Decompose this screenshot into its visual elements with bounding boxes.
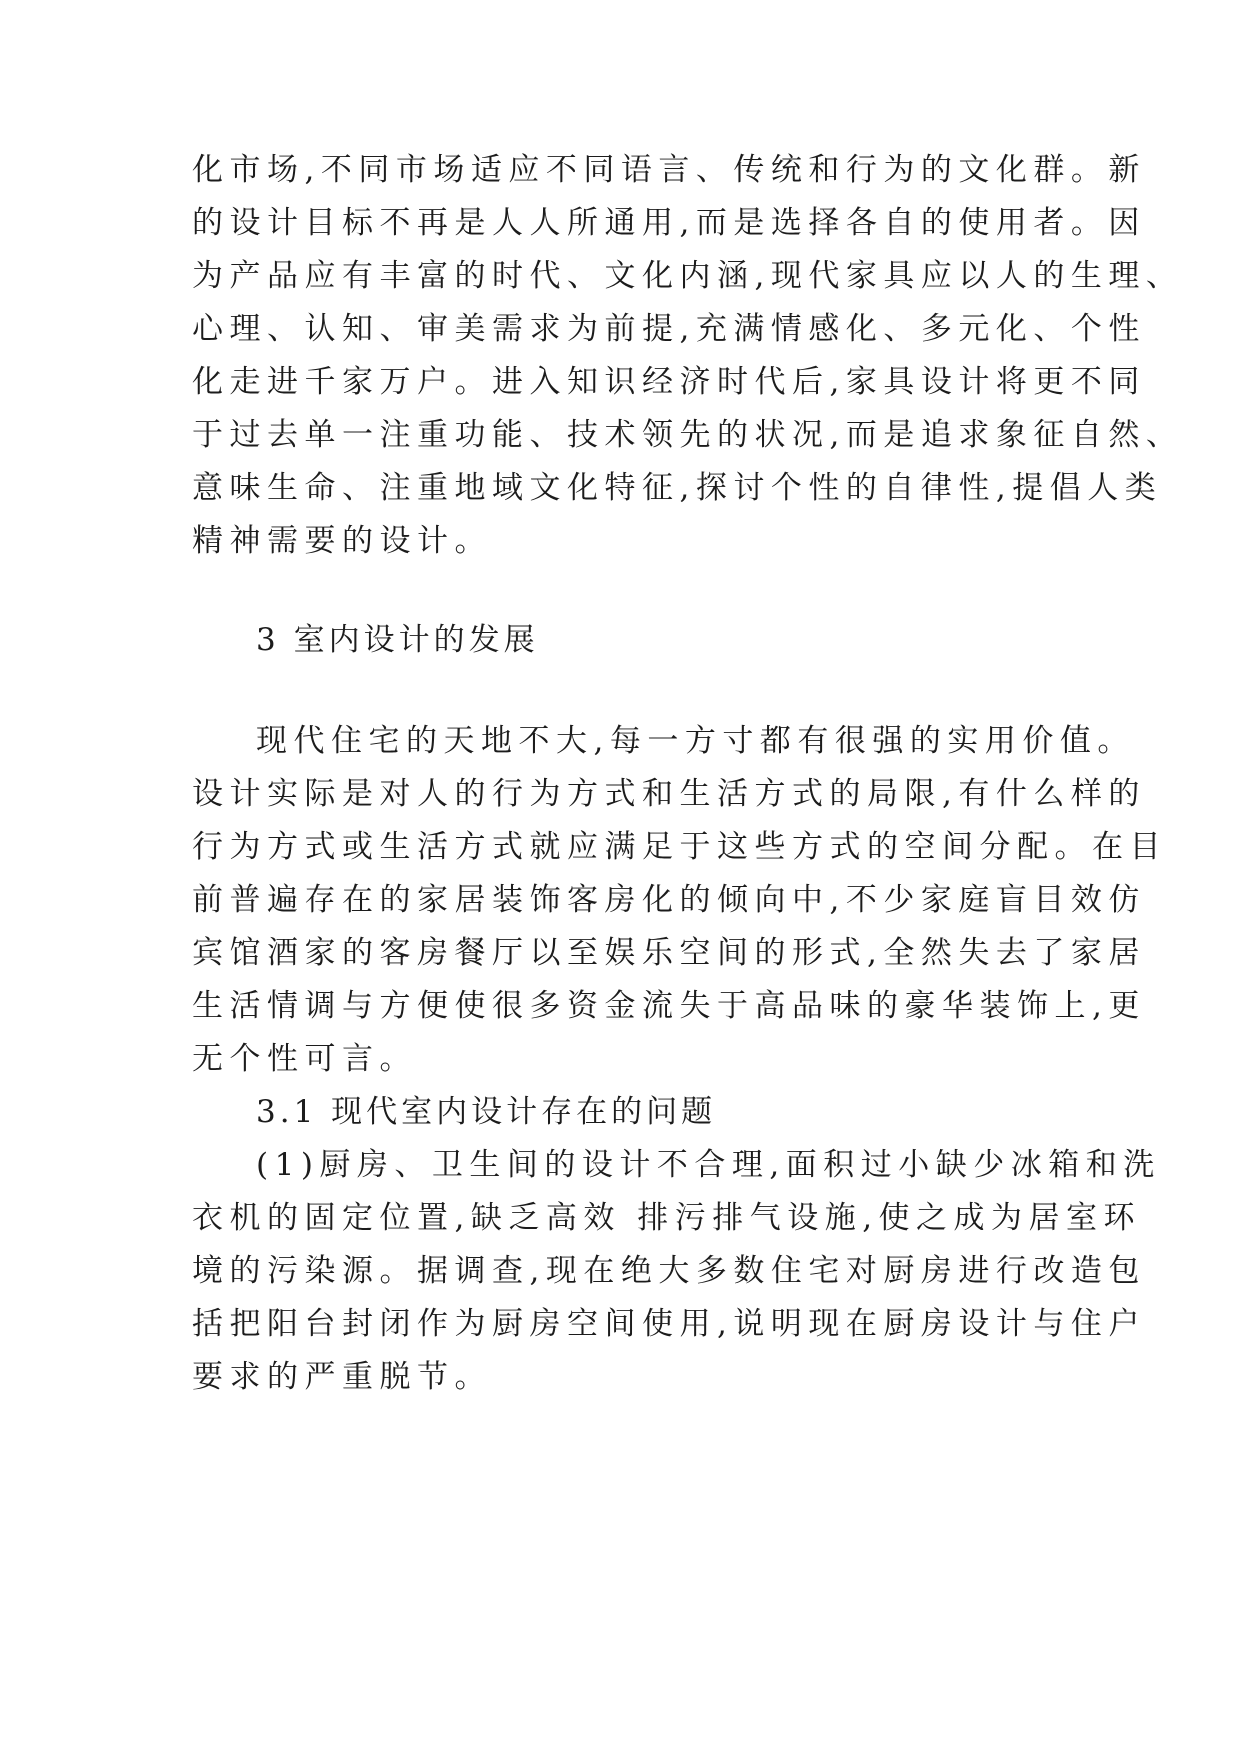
paragraph-2-line-3: 行为方式或生活方式就应满足于这些方式的空间分配。在目 [192,829,1167,865]
paragraph-1-line-3: 为产品应有丰富的时代、文化内涵,现代家具应以人的生理、 [192,258,1184,294]
paragraph-1-line-4: 心理、认知、审美需求为前提,充满情感化、多元化、个性 [192,311,1146,347]
paragraph-3-line-5: 要求的严重脱节。 [192,1359,492,1395]
section-heading-3: 3 室内设计的发展 [256,622,539,658]
paragraph-2-line-6: 生活情调与方便使很多资金流失于高品味的豪华装饰上,更 [192,988,1146,1024]
paragraph-1-line-5: 化走进千家万户。进入知识经济时代后,家具设计将更不同 [192,364,1146,400]
paragraph-3-line-4: 括把阳台封闭作为厨房空间使用,说明现在厨房设计与住户 [192,1306,1146,1342]
paragraph-3-line-1: (1)厨房、卫生间的设计不合理,面积过小缺少冰箱和洗 [256,1147,1161,1183]
paragraph-3-line-2: 衣机的固定位置,缺乏高效 排污排气设施,使之成为居室环 [192,1200,1142,1236]
paragraph-2-line-1: 现代住宅的天地不大,每一方寸都有很强的实用价值。 [256,723,1135,759]
paragraph-1-line-2: 的设计目标不再是人人所通用,而是选择各自的使用者。因 [192,205,1146,241]
paragraph-2-line-4: 前普遍存在的家居装饰客房化的倾向中,不少家庭盲目效仿 [192,882,1146,918]
paragraph-1-line-7: 意味生命、注重地域文化特征,探讨个性的自律性,提倡人类 [192,470,1163,506]
paragraph-1-line-1: 化市场,不同市场适应不同语言、传统和行为的文化群。新 [192,152,1146,188]
paragraph-1-line-6: 于过去单一注重功能、技术领先的状况,而是追求象征自然、 [192,417,1184,453]
paragraph-2-line-7: 无个性可言。 [192,1041,417,1077]
paragraph-1-line-8: 精神需要的设计。 [192,523,492,559]
paragraph-3-line-3: 境的污染源。据调查,现在绝大多数住宅对厨房进行改造包 [192,1253,1146,1289]
subsection-heading-3-1: 3.1 现代室内设计存在的问题 [256,1094,717,1130]
paragraph-2-line-2: 设计实际是对人的行为方式和生活方式的局限,有什么样的 [192,776,1146,812]
paragraph-2-line-5: 宾馆酒家的客房餐厅以至娱乐空间的形式,全然失去了家居 [192,935,1146,971]
